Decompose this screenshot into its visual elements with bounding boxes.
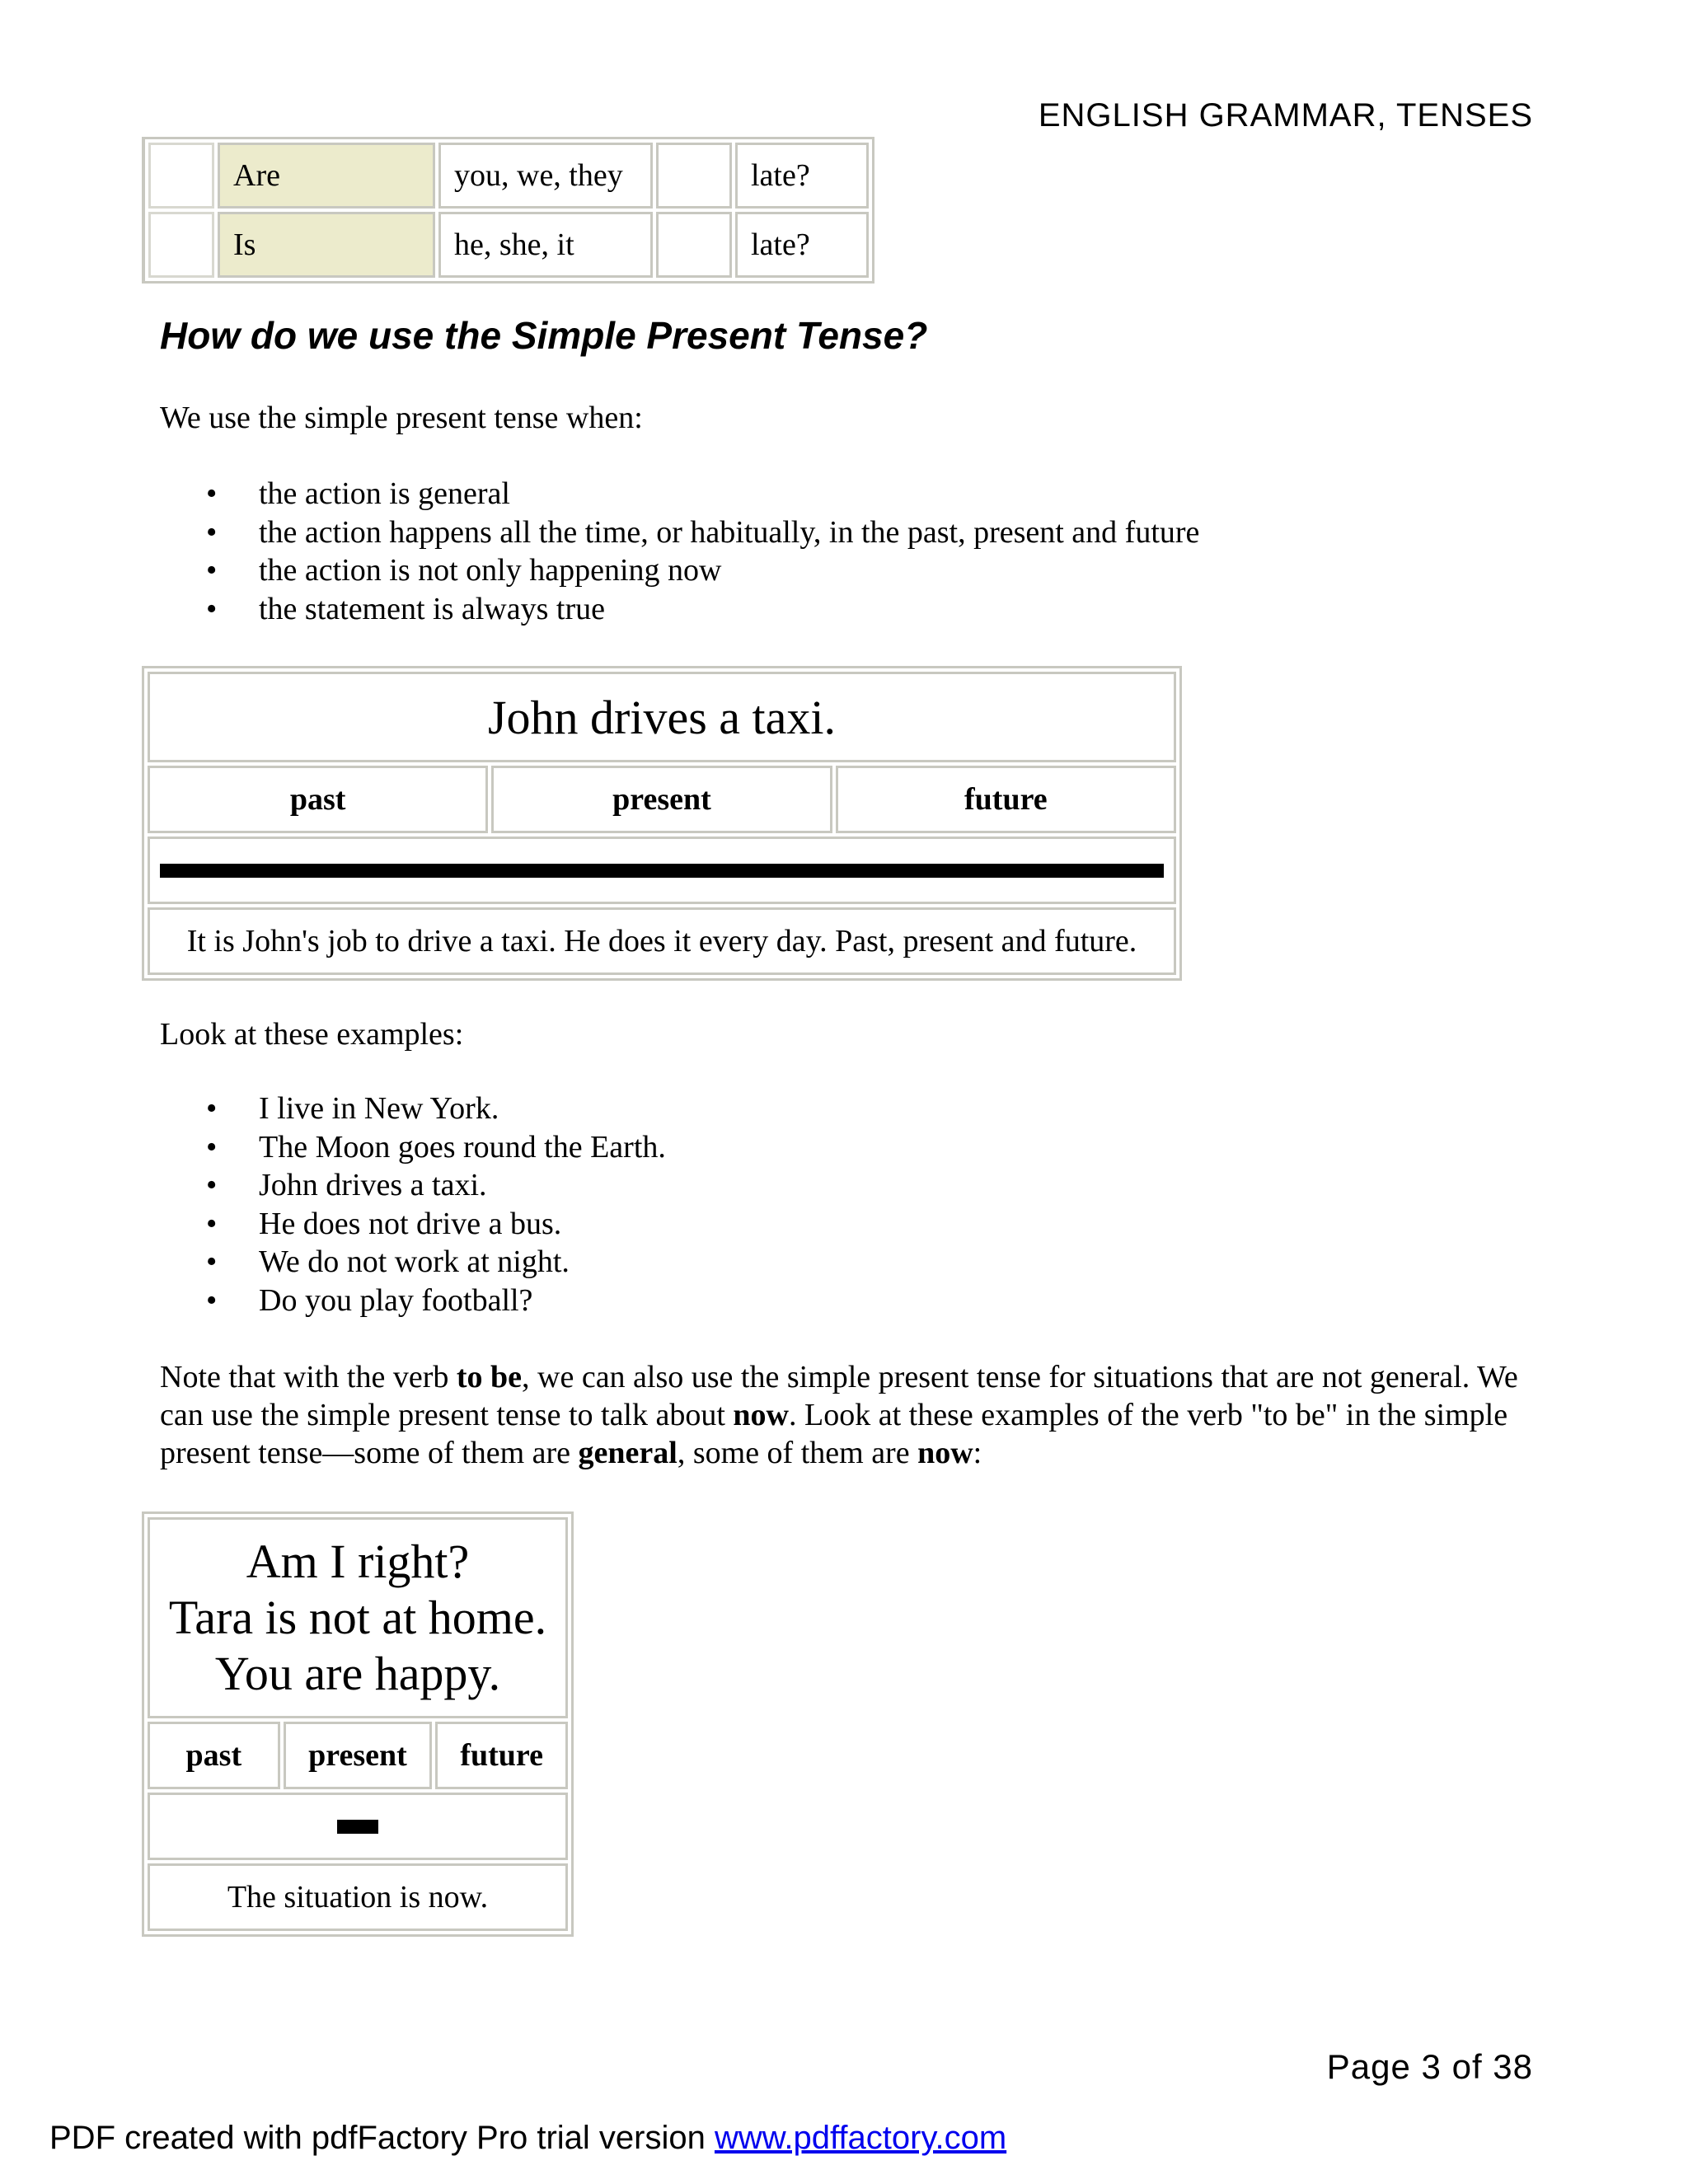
table-row (148, 212, 869, 278)
page-number: Page 3 of 38 (1326, 2047, 1533, 2086)
bullet-icon: • (206, 1091, 218, 1126)
table-cell-blank (148, 143, 214, 209)
page-header: ENGLISH GRAMMAR, TENSES (1038, 97, 1533, 134)
bullet-icon: • (206, 591, 218, 626)
bullet-icon: • (206, 553, 218, 588)
footer-text: PDF created with pdfFactory Pro trial version (49, 2120, 715, 2156)
verb-cell: Is (218, 212, 435, 278)
rest-cell: late? (735, 212, 869, 278)
timeline-description: It is John's job to drive a taxi. He does it every day. Past, present and future. (148, 907, 1176, 975)
list-item: • the action happens all the time, or habitually, in the past, present and future (160, 513, 1199, 552)
bullet-icon: • (206, 514, 218, 550)
timeline-title-line: You are happy. (214, 1647, 501, 1700)
timeline-box-to-be (142, 1511, 574, 1937)
list-item: • I live in New York. (160, 1090, 666, 1128)
timeline-box-john (142, 666, 1182, 981)
timeline-bar (337, 1820, 378, 1834)
examples-list (160, 1090, 666, 1319)
bullet-icon: • (206, 476, 218, 511)
timeline-bar (160, 864, 1164, 878)
timeline-description: The situation is now. (148, 1863, 568, 1931)
conjugation-table (142, 137, 874, 284)
bullet-icon: • (206, 1206, 218, 1241)
table-cell-blank (656, 212, 732, 278)
list-item: • Do you play football? (160, 1282, 666, 1320)
pdf-footer (49, 2120, 1006, 2157)
list-item: • the action is not only happening now (160, 551, 1199, 590)
footer-link[interactable]: www.pdffactory.com (714, 2120, 1007, 2156)
bullet-icon: • (206, 1244, 218, 1279)
section-heading: How do we use the Simple Present Tense? (160, 314, 928, 357)
timeline-title (148, 1517, 568, 1718)
timeline-col-past: past (148, 1722, 280, 1789)
timeline-title-line: Am I right? (246, 1535, 470, 1588)
verb-cell: Are (218, 143, 435, 209)
bullet-icon: • (206, 1168, 218, 1202)
timeline-col-future: future (435, 1722, 568, 1789)
bullet-icon: • (206, 1282, 218, 1318)
list-item: • We do not work at night. (160, 1243, 666, 1282)
note-paragraph: Note that with the verb to be, we can also use the simple present tense for situations that are not general. We can use the simple present tense to talk about now. Look at these examples of the verb "to be" in the simple present tense—some of them are general, some of them are now: (160, 1360, 1518, 1470)
list-item: • John drives a taxi. (160, 1166, 666, 1205)
timeline-bar-cell (148, 1793, 568, 1860)
timeline-title-line: Tara is not at home. (168, 1591, 547, 1644)
timeline-col-future: future (836, 766, 1176, 833)
usage-intro: We use the simple present tense when: (160, 401, 643, 435)
timeline-col-present: present (491, 766, 832, 833)
timeline-title: John drives a taxi. (148, 672, 1176, 762)
table-cell-blank (148, 212, 214, 278)
list-item: • The Moon goes round the Earth. (160, 1128, 666, 1167)
usage-list (160, 475, 1199, 628)
list-item: • the statement is always true (160, 590, 1199, 629)
timeline-col-present: present (284, 1722, 433, 1789)
table-row (148, 143, 869, 209)
list-item: • the action is general (160, 475, 1199, 513)
timeline-col-past: past (148, 766, 488, 833)
rest-cell: late? (735, 143, 869, 209)
subject-cell: you, we, they (438, 143, 653, 209)
timeline-bar-cell (148, 837, 1176, 904)
list-item: • He does not drive a bus. (160, 1205, 666, 1244)
subject-cell: he, she, it (438, 212, 653, 278)
table-cell-blank (656, 143, 732, 209)
examples-intro: Look at these examples: (160, 1017, 464, 1052)
bullet-icon: • (206, 1129, 218, 1165)
